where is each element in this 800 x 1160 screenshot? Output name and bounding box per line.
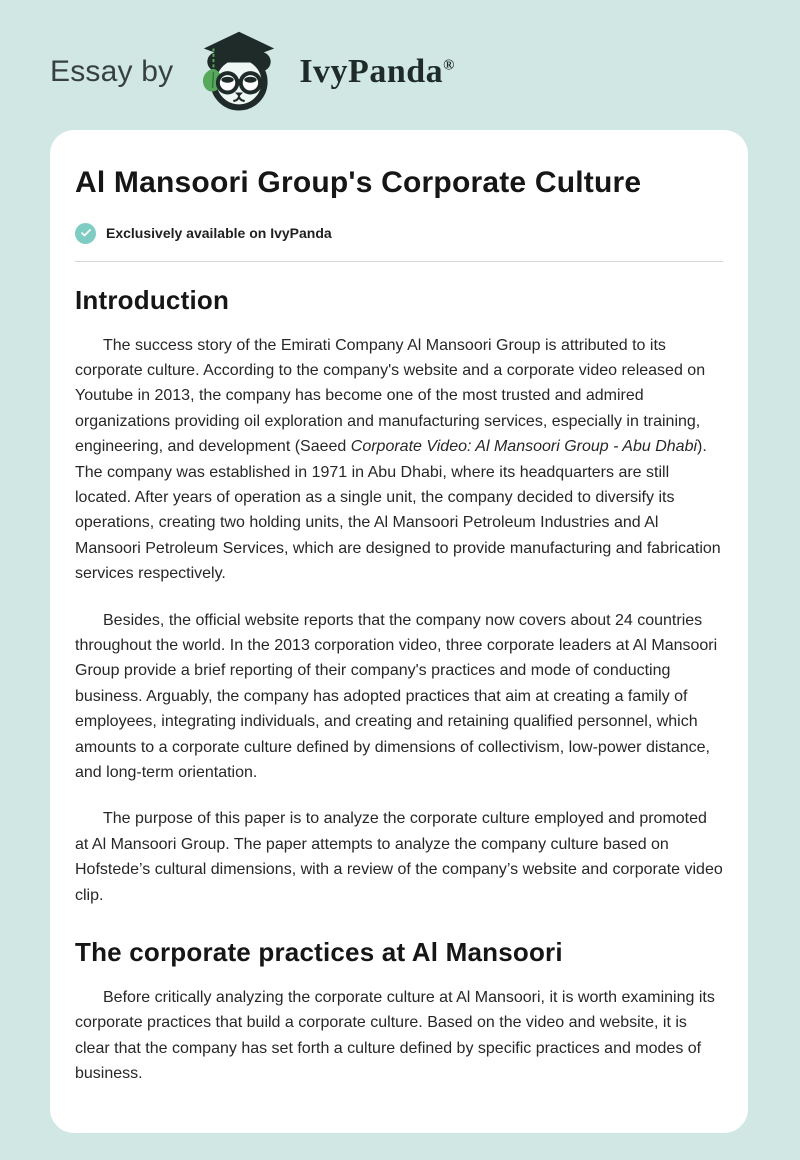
intro-paragraph-2: Besides, the official website reports that the company now covers about 24 countries throughout the world. In the 2013 corporation video, three corporate leaders at Al Mansoori Group provide a brief reporting of their company's practices and mode of conducting business. Arguably, the company has adopted practices that aim at creating a family of employees, integrating individuals, and creating and retaining qualified personnel, which amounts to a corporate culture defined by dimensions of collectivism, low-power distance, and long-term orientation.	[75, 611, 718, 781]
intro-paragraph-1-pre: The success story of the Emirati Company Al Mansoori Group is attributed to its corporate culture. According to the company's website and a corporate video released on Youtube in 2013, the company has become one of the most trusted and admired organizations providing oil exploration and manufacturing services, especially in training, engineering, and development (Saeed	[75, 336, 706, 456]
intro-paragraph-3: The purpose of this paper is to analyze the corporate culture employed and promoted at Al Mansoori Group. The paper attempts to analyze the company culture based on Hofstede’s cultural dimensions, with a review of the company’s website and corporate video clip.	[75, 810, 723, 904]
intro-paragraph-1-citation: Corporate Video: Al Mansoori Group - Abu Dhabi	[350, 438, 698, 456]
intro-paragraph-1-post: ). The company was established in 1971 in Abu Dhabi, where its headquarters are still located. After years of operation as a single unit, the company decided to diversify its operations, creating two holding units, the Al Mansoori Petroleum Industries and Al Mansoori Petroleum Services, which are designed to provide manufacturing and fabrication services respectively.	[75, 438, 721, 583]
exclusive-badge	[75, 223, 723, 244]
site-header	[0, 0, 800, 130]
intro-paragraph-1	[75, 333, 723, 587]
registered-trademark-symbol: ®	[443, 57, 455, 74]
practices-paragraph-1: Before critically analyzing the corporate culture at Al Mansoori, it is worth examining its corporate practices that build a corporate culture. Based on the video and website, it is clear that the company has set forth a culture defined by specific practices and modes of business.	[75, 989, 715, 1083]
exclusive-badge-label: Exclusively available on IvyPanda	[106, 225, 332, 241]
article-title: Al Mansoori Group's Corporate Culture	[75, 166, 642, 199]
essay-by-label: Essay by	[50, 55, 174, 88]
section-corporate-practices	[75, 937, 723, 1087]
brand-name: IvyPanda	[299, 53, 444, 90]
introduction-heading: Introduction	[75, 284, 230, 315]
brand-wordmark	[299, 53, 455, 91]
essay-card	[50, 130, 748, 1133]
corporate-practices-heading: The corporate practices at Al Mansoori	[75, 937, 563, 968]
section-introduction	[75, 285, 723, 909]
check-icon	[75, 223, 96, 244]
divider	[75, 261, 723, 262]
panda-graduate-icon	[195, 30, 283, 114]
